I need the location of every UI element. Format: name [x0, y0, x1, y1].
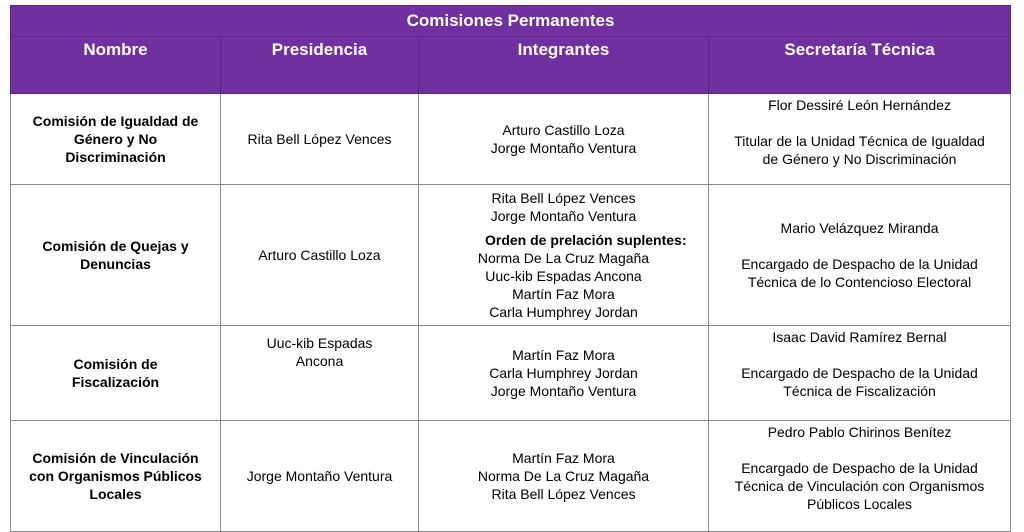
commission-name-line: Denuncias: [80, 256, 151, 272]
table-row: [11, 94, 1011, 185]
commission-name-line: Comisión de: [73, 356, 158, 372]
suplentes-label: Orden de prelación suplentes:: [485, 232, 687, 248]
commission-name-line: Comisión de Vinculación: [32, 450, 199, 466]
table-row: [11, 326, 1011, 421]
commission-name-line: con Organismos Públicos: [29, 468, 202, 484]
commissions-table-container: [10, 5, 1010, 532]
secretaria-role-line: Encargado de Despacho de la Unidad: [741, 256, 978, 272]
suplente: Martín Faz Mora: [512, 286, 615, 302]
commission-name-line: Género y No: [73, 131, 158, 147]
secretaria-cell: [709, 326, 1011, 421]
integrantes-cell: [419, 94, 709, 185]
integrantes-cell: [419, 326, 709, 421]
integrante: Jorge Montaño Ventura: [490, 208, 637, 224]
integrantes-cell: [419, 185, 709, 326]
presidencia-line: Ancona: [295, 353, 344, 369]
secretaria-role-line: Encargado de Despacho de la Unidad: [741, 365, 978, 381]
suplente: Carla Humphrey Jordan: [489, 304, 638, 320]
secretaria-role-line: Titular de la Unidad Técnica de Igualdad: [734, 133, 985, 149]
secretaria-cell: [709, 185, 1011, 326]
commission-name-line: Locales: [89, 486, 142, 502]
commission-name-cell: [11, 185, 221, 326]
integrante: Rita Bell López Vences: [491, 190, 636, 206]
commission-name-cell: [11, 421, 221, 532]
presidencia-line: Uuc-kib Espadas: [266, 335, 373, 351]
integrante: Martín Faz Mora: [512, 450, 615, 466]
secretaria-cell: [709, 421, 1011, 532]
integrante: Martín Faz Mora: [512, 347, 615, 363]
secretaria-role-line: Técnica de Fiscalización: [783, 383, 936, 399]
integrante: Jorge Montaño Ventura: [490, 140, 637, 156]
commission-name-cell: [11, 326, 221, 421]
integrante: Jorge Montaño Ventura: [490, 383, 637, 399]
commission-name-line: Fiscalización: [71, 374, 160, 390]
secretaria-name: Mario Velázquez Miranda: [780, 220, 939, 236]
presidencia-cell: [221, 326, 419, 421]
secretaria-name: Flor Dessiré León Hernández: [768, 97, 951, 113]
secretaria-name: Isaac David Ramírez Bernal: [772, 329, 947, 345]
presidencia-line: Jorge Montaño Ventura: [246, 468, 393, 484]
secretaria-cell: [709, 94, 1011, 185]
header-nombre: Nombre: [11, 37, 221, 94]
table-row: [11, 185, 1011, 326]
commission-name-line: Comisión de Quejas y: [42, 238, 189, 254]
integrante: Arturo Castillo Loza: [502, 122, 625, 138]
secretaria-role-line: Técnica de lo Contencioso Electoral: [747, 274, 972, 290]
suplente: Norma De La Cruz Magaña: [477, 250, 650, 266]
integrante: Norma De La Cruz Magaña: [477, 468, 650, 484]
presidencia-line: Rita Bell López Vences: [247, 131, 392, 147]
presidencia-cell: [221, 94, 419, 185]
header-integrantes: Integrantes: [419, 37, 709, 94]
secretaria-role-line: Técnica de Vinculación con Organismos: [734, 478, 985, 494]
header-presidencia: Presidencia: [221, 37, 419, 94]
presidencia-line: Arturo Castillo Loza: [258, 247, 381, 263]
commission-name-line: Discriminación: [65, 149, 166, 165]
integrante: Carla Humphrey Jordan: [489, 365, 638, 381]
table-row: [11, 421, 1011, 532]
header-secretaria: Secretaría Técnica: [709, 37, 1011, 94]
secretaria-role-line: de Género y No Discriminación: [762, 151, 957, 167]
secretaria-role-line: Públicos Locales: [806, 496, 913, 512]
suplente: Uuc-kib Espadas Ancona: [485, 268, 642, 284]
integrante: Rita Bell López Vences: [491, 486, 636, 502]
integrantes-cell: [419, 421, 709, 532]
presidencia-cell: [221, 185, 419, 326]
secretaria-role-line: Encargado de Despacho de la Unidad: [741, 460, 978, 476]
commissions-table: [10, 5, 1011, 532]
secretaria-name: Pedro Pablo Chirinos Benítez: [767, 424, 952, 440]
commission-name-cell: [11, 94, 221, 185]
commission-name-line: Comisión de Igualdad de: [32, 113, 199, 129]
presidencia-cell: [221, 421, 419, 532]
table-title: Comisiones Permanentes: [11, 6, 1011, 37]
